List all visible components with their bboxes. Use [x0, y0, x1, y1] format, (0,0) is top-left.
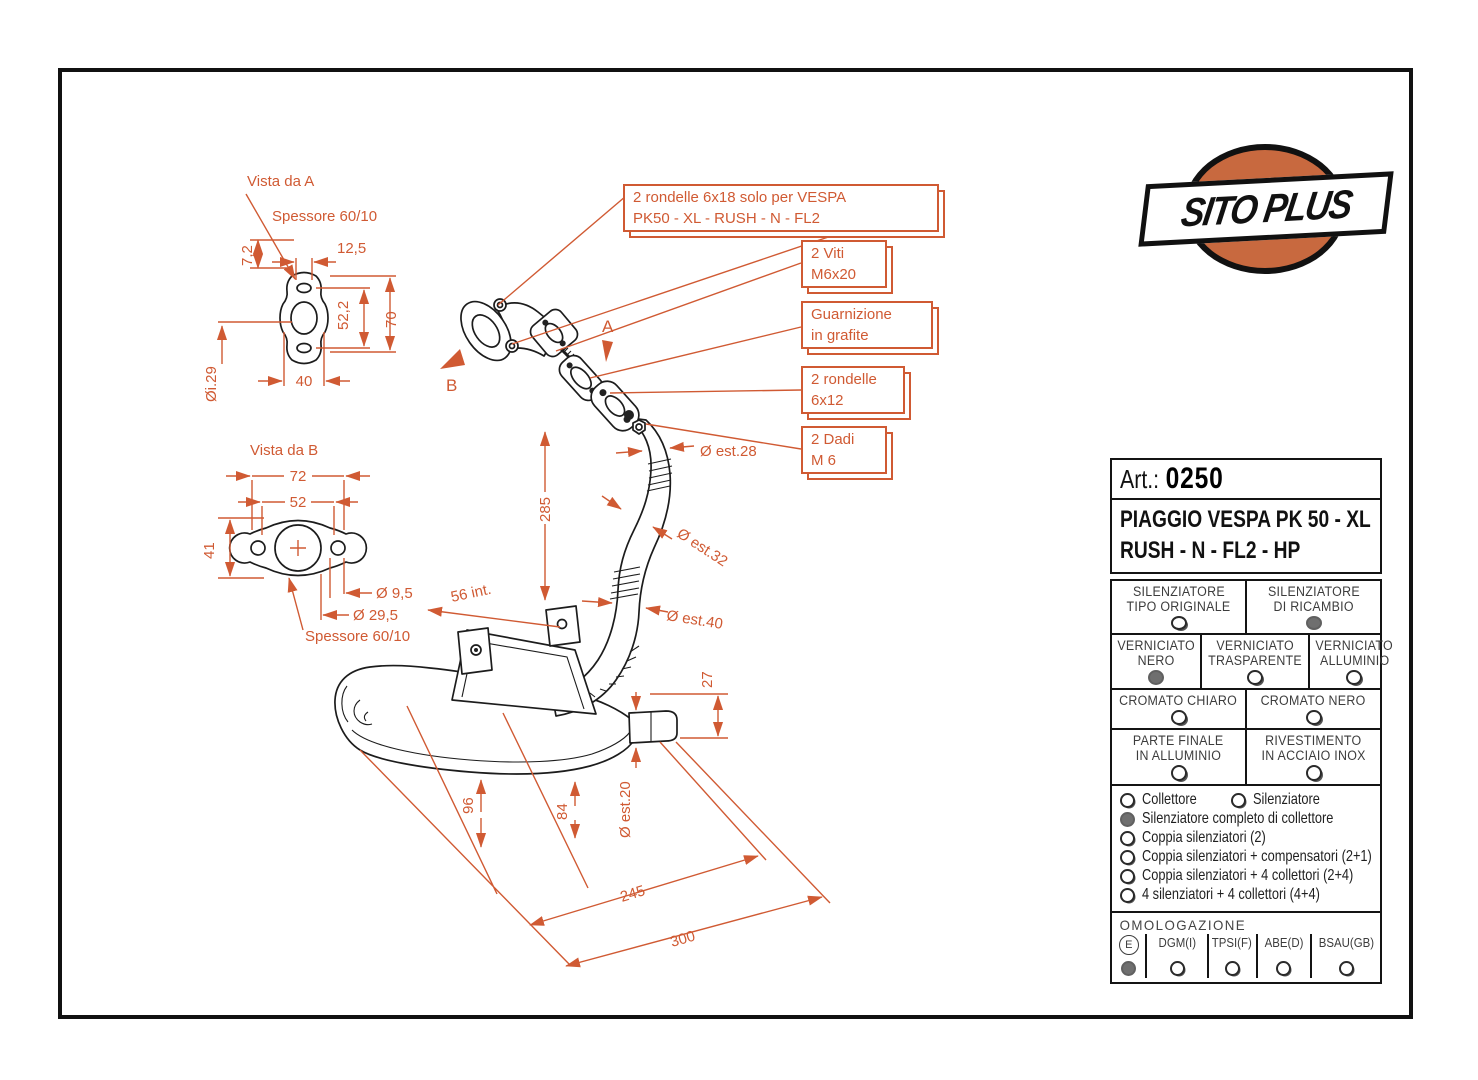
- dim-96: 96: [460, 797, 477, 814]
- option-cromato-nero: CROMATO NERO: [1245, 690, 1380, 728]
- vista-b-title: Vista da B: [250, 442, 319, 459]
- article-number: 0250: [1165, 462, 1224, 495]
- callout-viti: [801, 240, 887, 288]
- variant-row: Silenziatore completo di collettore: [1120, 810, 1372, 828]
- option-dot: [1171, 765, 1187, 781]
- dim-70: 70: [383, 311, 400, 328]
- option-parte-finale-alluminio: PARTE FINALE IN ALLUMINIO: [1112, 730, 1245, 784]
- exploded-parts-drawing: [451, 292, 645, 436]
- homologation-dot: [1276, 961, 1291, 976]
- option-verniciato-trasparente: VERNICIATO TRASPARENTE: [1200, 635, 1308, 688]
- variant-dot: [1120, 831, 1135, 846]
- dim-72: 72: [289, 468, 307, 485]
- variant-dot: [1120, 850, 1135, 865]
- dim-est32: Ø est.32: [673, 525, 731, 571]
- callout-line: 2 Dadi: [811, 431, 855, 448]
- callout-line: M6x20: [811, 266, 857, 283]
- variant-dot: [1231, 793, 1246, 808]
- callout-line: M 6: [811, 452, 837, 469]
- callout-line: 2 rondelle: [811, 371, 877, 388]
- option-dot: [1306, 616, 1322, 630]
- logo-text: SITO PLUS: [1178, 181, 1355, 236]
- dim-7-2: 7,2: [239, 245, 256, 266]
- dim-12-5: 12,5: [337, 240, 367, 257]
- callout-line: 2 Viti: [811, 245, 845, 262]
- callout-line: 2 rondelle 6x18 solo per VESPA: [633, 189, 847, 206]
- circled-e: E: [1119, 935, 1139, 955]
- vista-b-flange-drawing: [230, 521, 367, 576]
- option-verniciato-nero: VERNICIATO NERO: [1112, 635, 1200, 688]
- homologation-dot: [1170, 961, 1185, 976]
- callout-guarnizione: [801, 301, 933, 349]
- dim-29-5: Ø 29,5: [353, 607, 399, 624]
- option-dot: [1171, 710, 1187, 725]
- options-row: [1112, 730, 1380, 786]
- variant-dot: [1120, 888, 1135, 903]
- homologation-section: [1112, 913, 1380, 982]
- dim-est40: Ø est.40: [665, 607, 725, 633]
- dim-27: 27: [699, 671, 716, 688]
- tail-pipe: [629, 711, 677, 743]
- homologation-tpsi: TPSI(F): [1207, 934, 1256, 978]
- article-label: Art.:: [1120, 464, 1160, 494]
- dim-56-int: 56 int.: [449, 580, 493, 606]
- vista-b-spessore-label: Spessore 60/10: [305, 628, 411, 645]
- variant-dot: [1120, 793, 1135, 808]
- dim-52: 52: [289, 494, 307, 511]
- options-row: [1112, 635, 1394, 690]
- marker-b-arrow: [440, 349, 465, 369]
- option-dot: [1148, 670, 1164, 685]
- option-silenziatore-di-ricambio: SILENZIATORE DI RICAMBIO: [1245, 581, 1380, 633]
- callout-rondelle-6x18: [623, 184, 939, 232]
- marker-b-label: B: [446, 376, 458, 395]
- dim-300: 300: [668, 927, 698, 951]
- model-box: [1112, 500, 1380, 572]
- options-row: [1112, 690, 1380, 730]
- washer-6x12: [624, 410, 634, 420]
- dim-41: 41: [201, 542, 218, 559]
- callout-line: PK50 - XL - RUSH - N - FL2: [633, 210, 820, 227]
- homologation-e: [1112, 934, 1145, 978]
- dim-52-2: 52,2: [335, 300, 352, 330]
- sito-plus-logo: [1178, 142, 1355, 272]
- marker-a-arrow: [602, 340, 613, 362]
- article-row: [1112, 460, 1380, 500]
- dim-est20: Ø est.20: [617, 781, 634, 838]
- option-dot: [1346, 670, 1362, 685]
- option-dot: [1306, 710, 1322, 725]
- variants-list: [1112, 786, 1380, 913]
- option-dot: [1171, 616, 1187, 630]
- option-dot: [1306, 765, 1322, 781]
- vista-a-flange-drawing: [280, 273, 328, 364]
- variant-row: Collettore Silenziatore: [1120, 791, 1372, 809]
- variant-dot: [1120, 812, 1135, 827]
- dim-di29: Øi.29: [203, 366, 220, 402]
- variant-row: Coppia silenziatori (2): [1120, 829, 1372, 847]
- nut-m6: [633, 420, 645, 434]
- option-rivestimento-inox: RIVESTIMENTO IN ACCIAIO INOX: [1245, 730, 1380, 784]
- option-cromato-chiaro: CROMATO CHIARO: [1112, 690, 1245, 728]
- dim-9-5: Ø 9,5: [376, 585, 413, 602]
- homologation-dot: [1121, 961, 1136, 976]
- model-line-1: PIAGGIO VESPA PK 50 - XL: [1120, 506, 1371, 533]
- vista-a-spessore-label: Spessore 60/10: [272, 208, 378, 225]
- marker-a-label: A: [602, 317, 614, 336]
- homologation-title: OMOLOGAZIONE: [1119, 917, 1247, 933]
- options-row: [1112, 581, 1380, 635]
- variant-row: 4 silenziatori + 4 collettori (4+4): [1120, 886, 1372, 904]
- homologation-abe: ABE(D): [1256, 934, 1310, 978]
- callout-line: in grafite: [811, 327, 869, 344]
- dim-40: 40: [295, 373, 313, 390]
- dim-est28: Ø est.28: [700, 443, 757, 460]
- model-line-2: RUSH - N - FL2 - HP: [1120, 537, 1301, 564]
- callout-line: 6x12: [811, 392, 844, 409]
- article-box: [1110, 458, 1382, 574]
- option-verniciato-alluminio: VERNICIATO ALLUMINIO: [1308, 635, 1398, 688]
- options-box: [1110, 579, 1394, 984]
- homologation-bsau: BSAU(GB): [1310, 934, 1380, 978]
- vista-a-title: Vista da A: [247, 173, 315, 190]
- variant-row: Coppia silenziatori + 4 collettori (2+4): [1120, 867, 1372, 885]
- homologation-dot: [1339, 961, 1354, 976]
- callout-rondelle-6x12: [801, 366, 905, 414]
- option-dot: [1247, 670, 1263, 685]
- callout-dadi: [801, 426, 887, 474]
- dim-245: 245: [618, 882, 648, 906]
- washer-6x18-bottom: [506, 340, 518, 352]
- dim-84: 84: [554, 803, 571, 820]
- homologation-dgm: DGM(I): [1145, 934, 1206, 978]
- variant-row: Coppia silenziatori + compensatori (2+1): [1120, 848, 1372, 866]
- variant-dot: [1120, 869, 1135, 884]
- spec-table: [1110, 458, 1394, 984]
- homologation-dot: [1225, 961, 1240, 976]
- washer-6x18-top: [494, 299, 506, 311]
- callout-line: Guarnizione: [811, 306, 892, 323]
- option-silenziatore-tipo-originale: SILENZIATORE TIPO ORIGINALE: [1112, 581, 1245, 633]
- dim-285: 285: [537, 496, 554, 522]
